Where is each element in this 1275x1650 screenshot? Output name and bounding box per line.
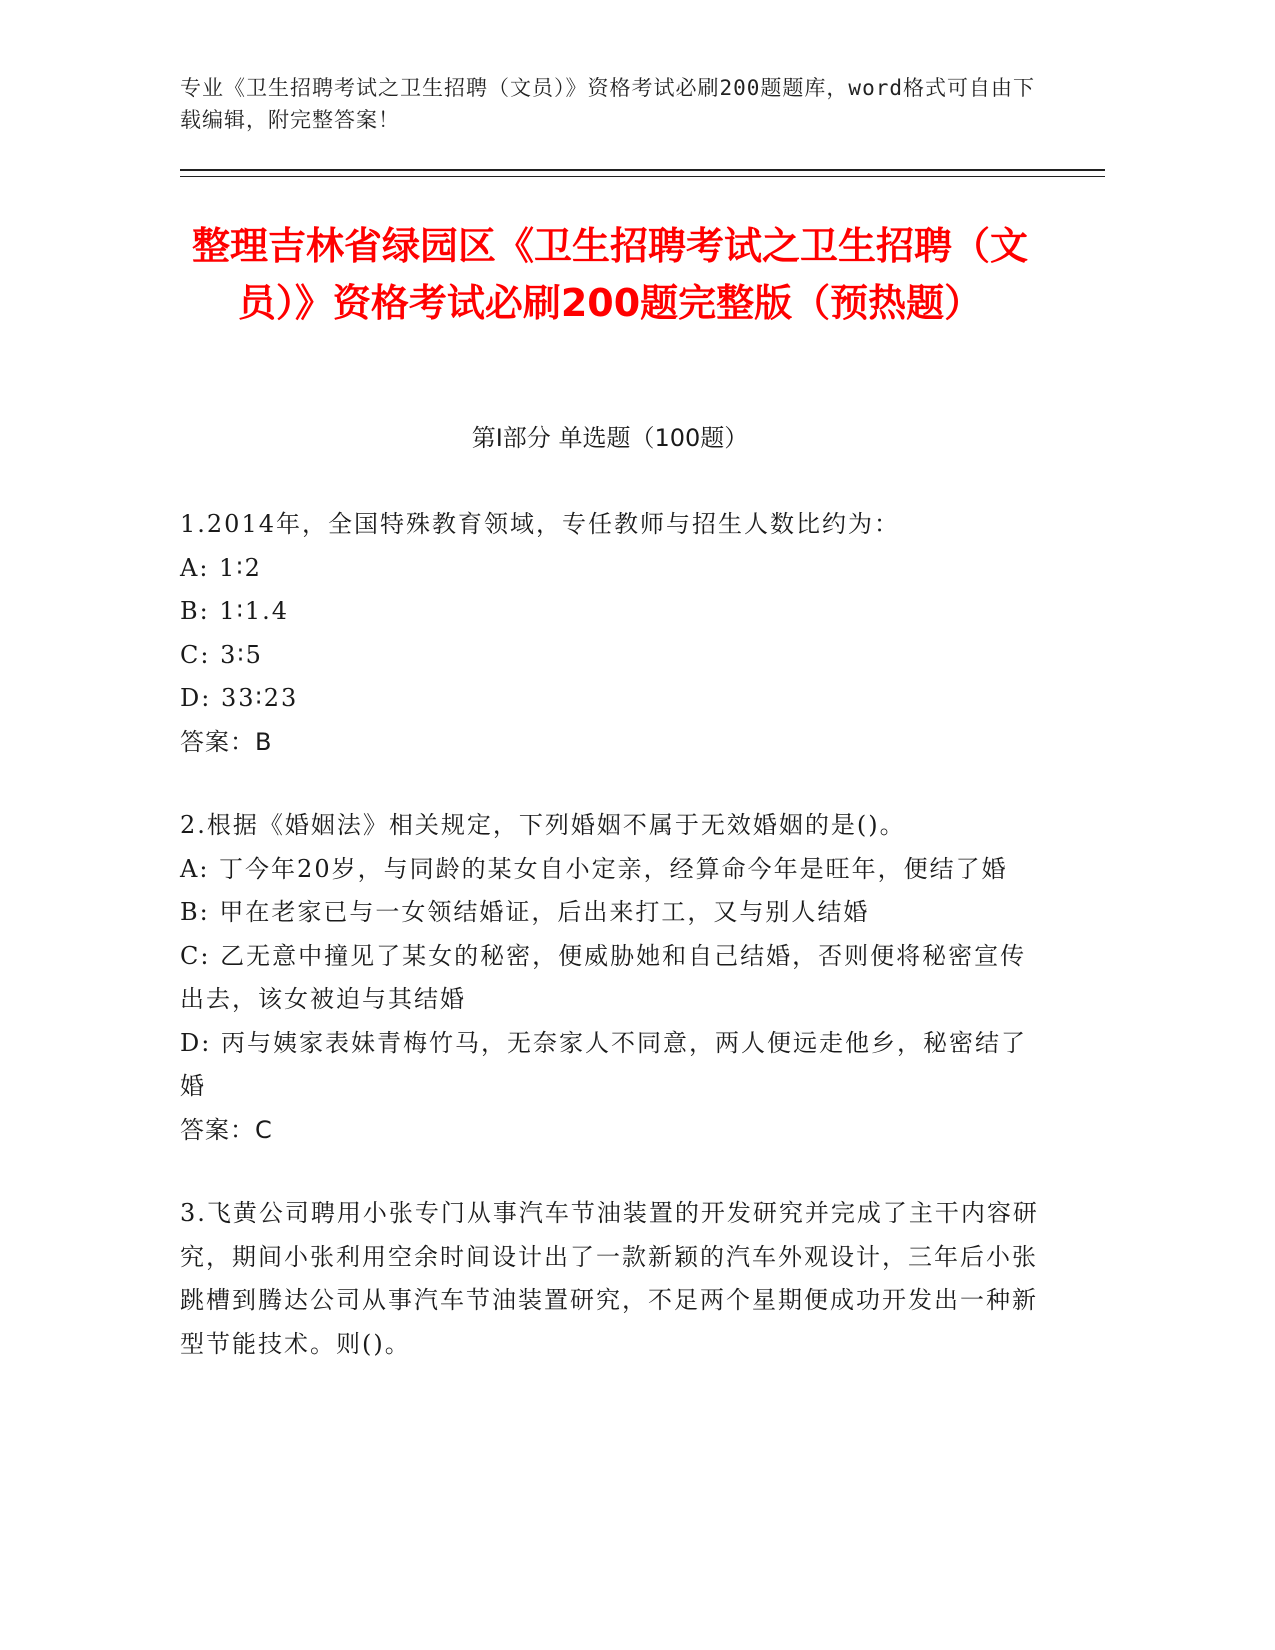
option-c: C: 乙无意中撞见了某女的秘密，便威胁她和自己结婚，否则便将秘密宣传出去，该女被迫与其结婚 xyxy=(180,941,1027,1013)
option-a: A: 丁今年20岁，与同龄的某女自小定亲，经算命今年是旺年，便结了婚 xyxy=(180,854,1008,883)
question-3 xyxy=(180,1192,1040,1366)
question-list xyxy=(180,503,1040,1406)
header-divider-thick xyxy=(180,169,1105,171)
document-title: 整理吉林省绿园区《卫生招聘考试之卫生招聘（文员）》资格考试必刷200题完整版（预热题） xyxy=(191,224,1028,325)
answer: 答案：B xyxy=(180,727,273,756)
question-2 xyxy=(180,804,1040,1152)
question-stem: 3.飞黄公司聘用小张专门从事汽车节油装置的开发研究并完成了主干内容研究，期间小张利用空余时间设计出了一款新颖的汽车外观设计，三年后小张跳槽到腾达公司从事汽车节油装置研究，不足两个星期便成功开发出一种新型节能技术。则()。 xyxy=(180,1199,1039,1358)
header-divider-thin xyxy=(180,176,1105,177)
option-d: D: 丙与姨家表妹青梅竹马，无奈家人不同意，两人便远走他乡，秘密结了婚 xyxy=(180,1028,1027,1100)
question-stem: 1.2014年，全国特殊教育领域，专任教师与招生人数比约为： xyxy=(180,510,900,538)
option-b: B: 1∶1.4 xyxy=(180,597,290,625)
option-b: B: 甲在老家已与一女领结婚证，后出来打工，又与别人结婚 xyxy=(180,898,870,926)
header-note: 专业《卫生招聘考试之卫生招聘（文员）》资格考试必刷200题题库，word格式可自由下载编辑，附完整答案！ xyxy=(180,76,1035,132)
question-1 xyxy=(180,503,1040,764)
option-d: D: 33∶23 xyxy=(180,684,299,712)
answer: 答案：C xyxy=(180,1115,273,1144)
option-a: A: 1∶2 xyxy=(180,553,262,582)
section-heading: 第Ⅰ部分 单选题（100题） xyxy=(471,424,749,452)
option-c: C: 3∶5 xyxy=(180,640,263,669)
question-stem: 2.根据《婚姻法》相关规定，下列婚姻不属于无效婚姻的是()。 xyxy=(180,811,906,839)
